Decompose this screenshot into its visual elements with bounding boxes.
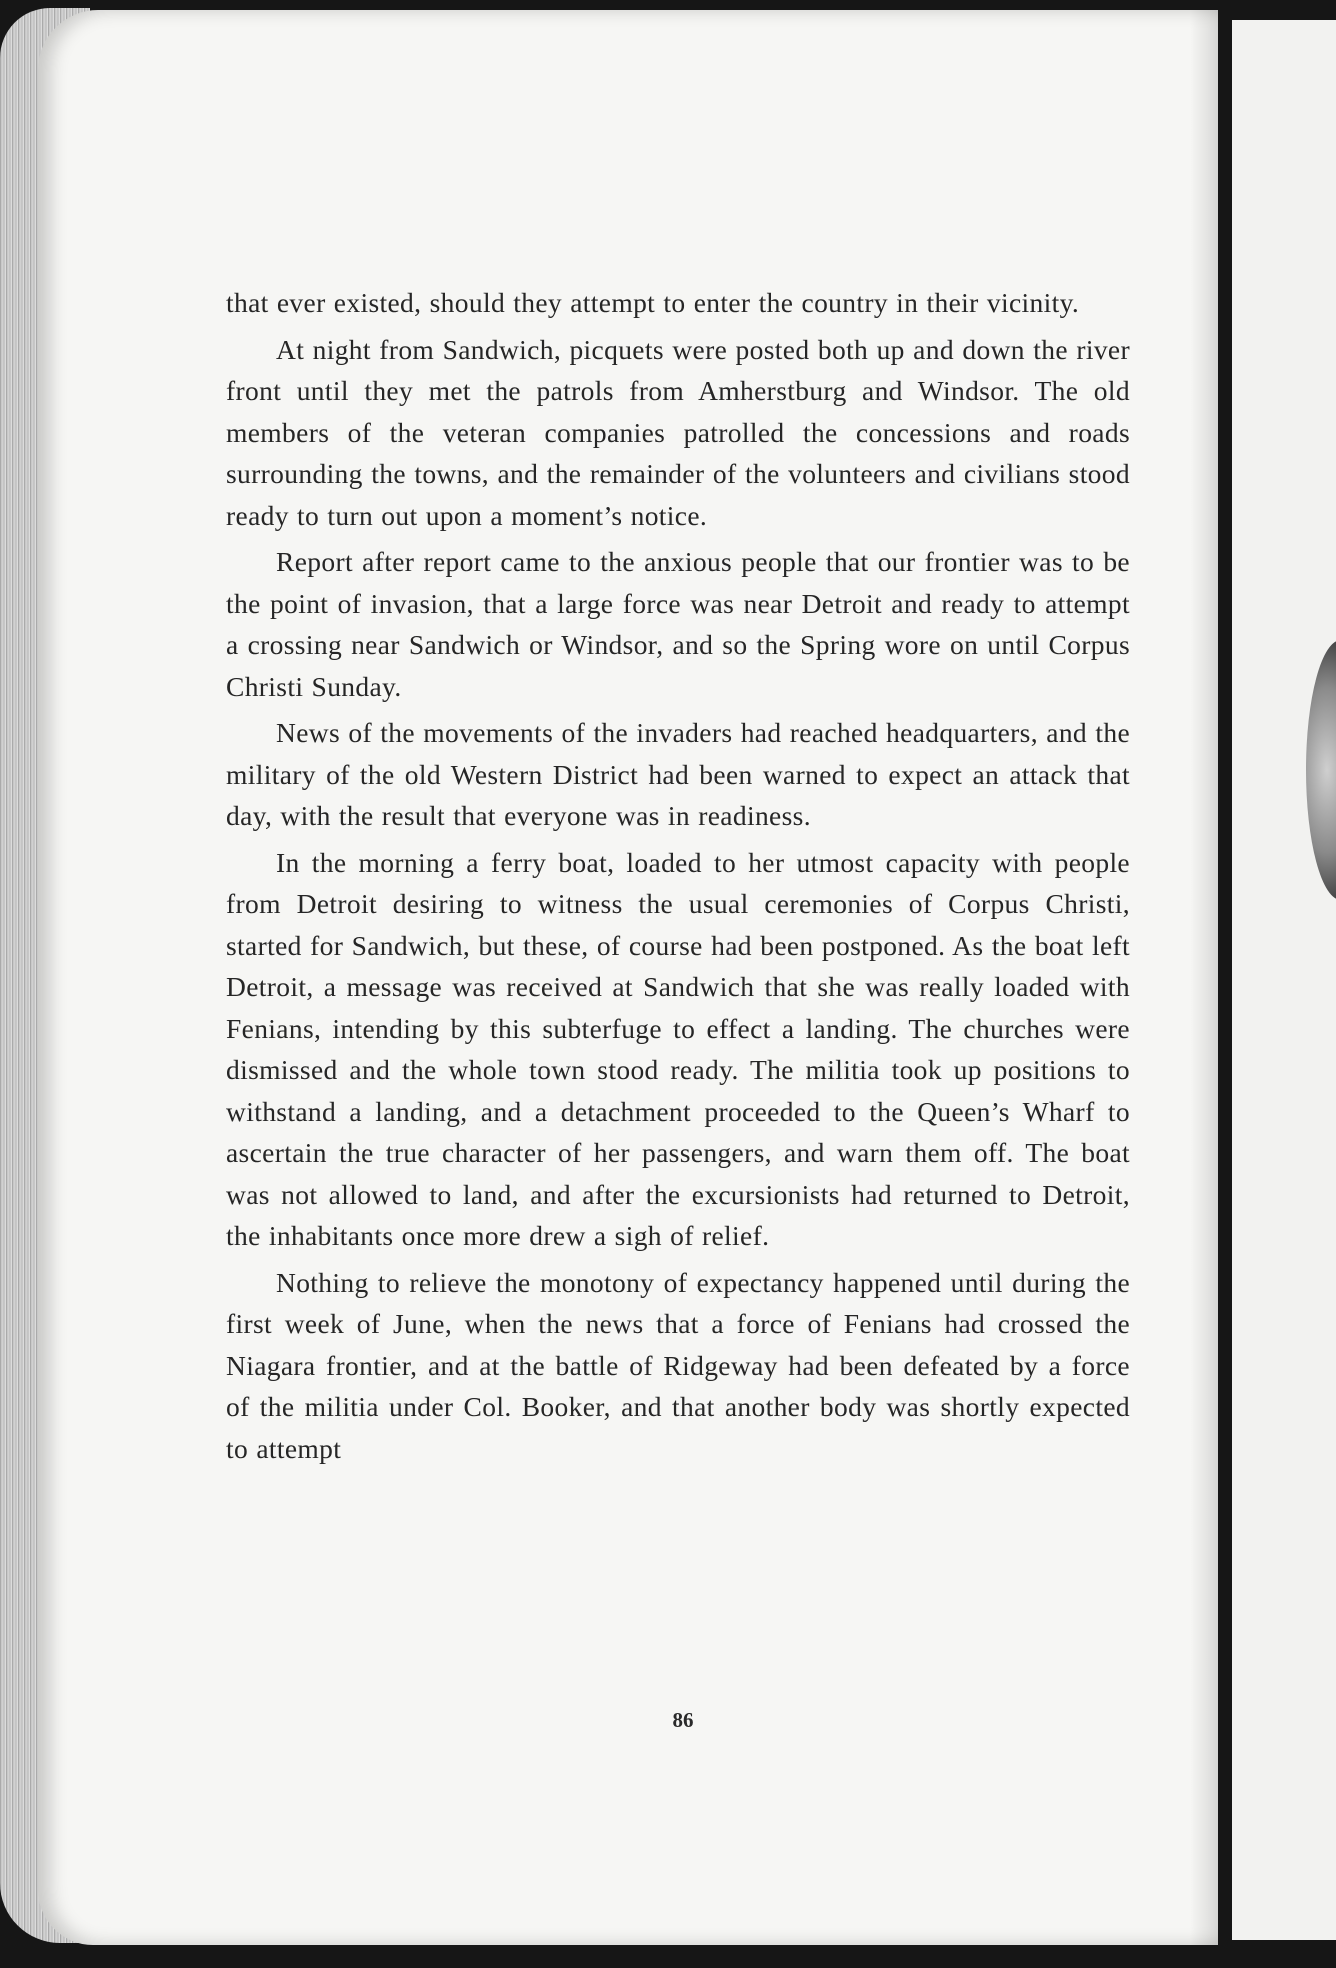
paragraph-6: Nothing to relieve the monotony of expectancy happened until during the first week of June, when the news that a force of Fenians had crossed the Niagara frontier, and at the battle of Ridgeway had been defeated by a force of the militia under Col. Booker, and that another body was shortly expected to attempt — [226, 1266, 1130, 1464]
page-number: 86 — [672, 1708, 694, 1732]
body-text — [226, 282, 1130, 1474]
paragraph-3: Report after report came to the anxious people that our frontier was to be the point of invasion, that a large force was near Detroit and ready to attempt a crossing near Sandwich or Windsor, and so the Spring wore on until Corpus Christi Sunday. — [226, 546, 1130, 702]
paragraph-5: In the morning a ferry boat, loaded to her utmost capacity with people from Detroit desiring to witness the usual ceremonies of Corpus Christi, started for Sandwich, but these, of course had been postponed. As the boat left Detroit, a message was received at Sandwich that she was really loaded with Fenians, intending by this subterfuge to effect a landing. The churches were dismissed and the whole town stood ready. The militia took up positions to withstand a landing, and a detachment proceeded to the Queen’s Wharf to ascertain the true character of her passengers, and warn them off. The boat was not allowed to land, and after the excursionists had returned to Detroit, the inhabitants once more drew a sigh of relief. — [226, 846, 1130, 1251]
facing-page-edge — [1232, 20, 1336, 1940]
paragraph-2: At night from Sandwich, picquets were posted both up and down the river front until they met the patrols from Amherstburg and Windsor. The old members of the veteran companies patrolled the concessions and roads surrounding the towns, and the remainder of the volunteers and civilians stood ready to turn out upon a moment’s notice. — [226, 333, 1130, 531]
spine-shadow — [1190, 10, 1218, 1945]
paragraph-4: News of the movements of the invaders had reached headquarters, and the military of the old Western District had been warned to expect an attack that day, with the result that everyone was in readiness. — [226, 717, 1130, 831]
paragraph-1: that ever existed, should they attempt to enter the country in their vicinity. — [226, 287, 1080, 318]
